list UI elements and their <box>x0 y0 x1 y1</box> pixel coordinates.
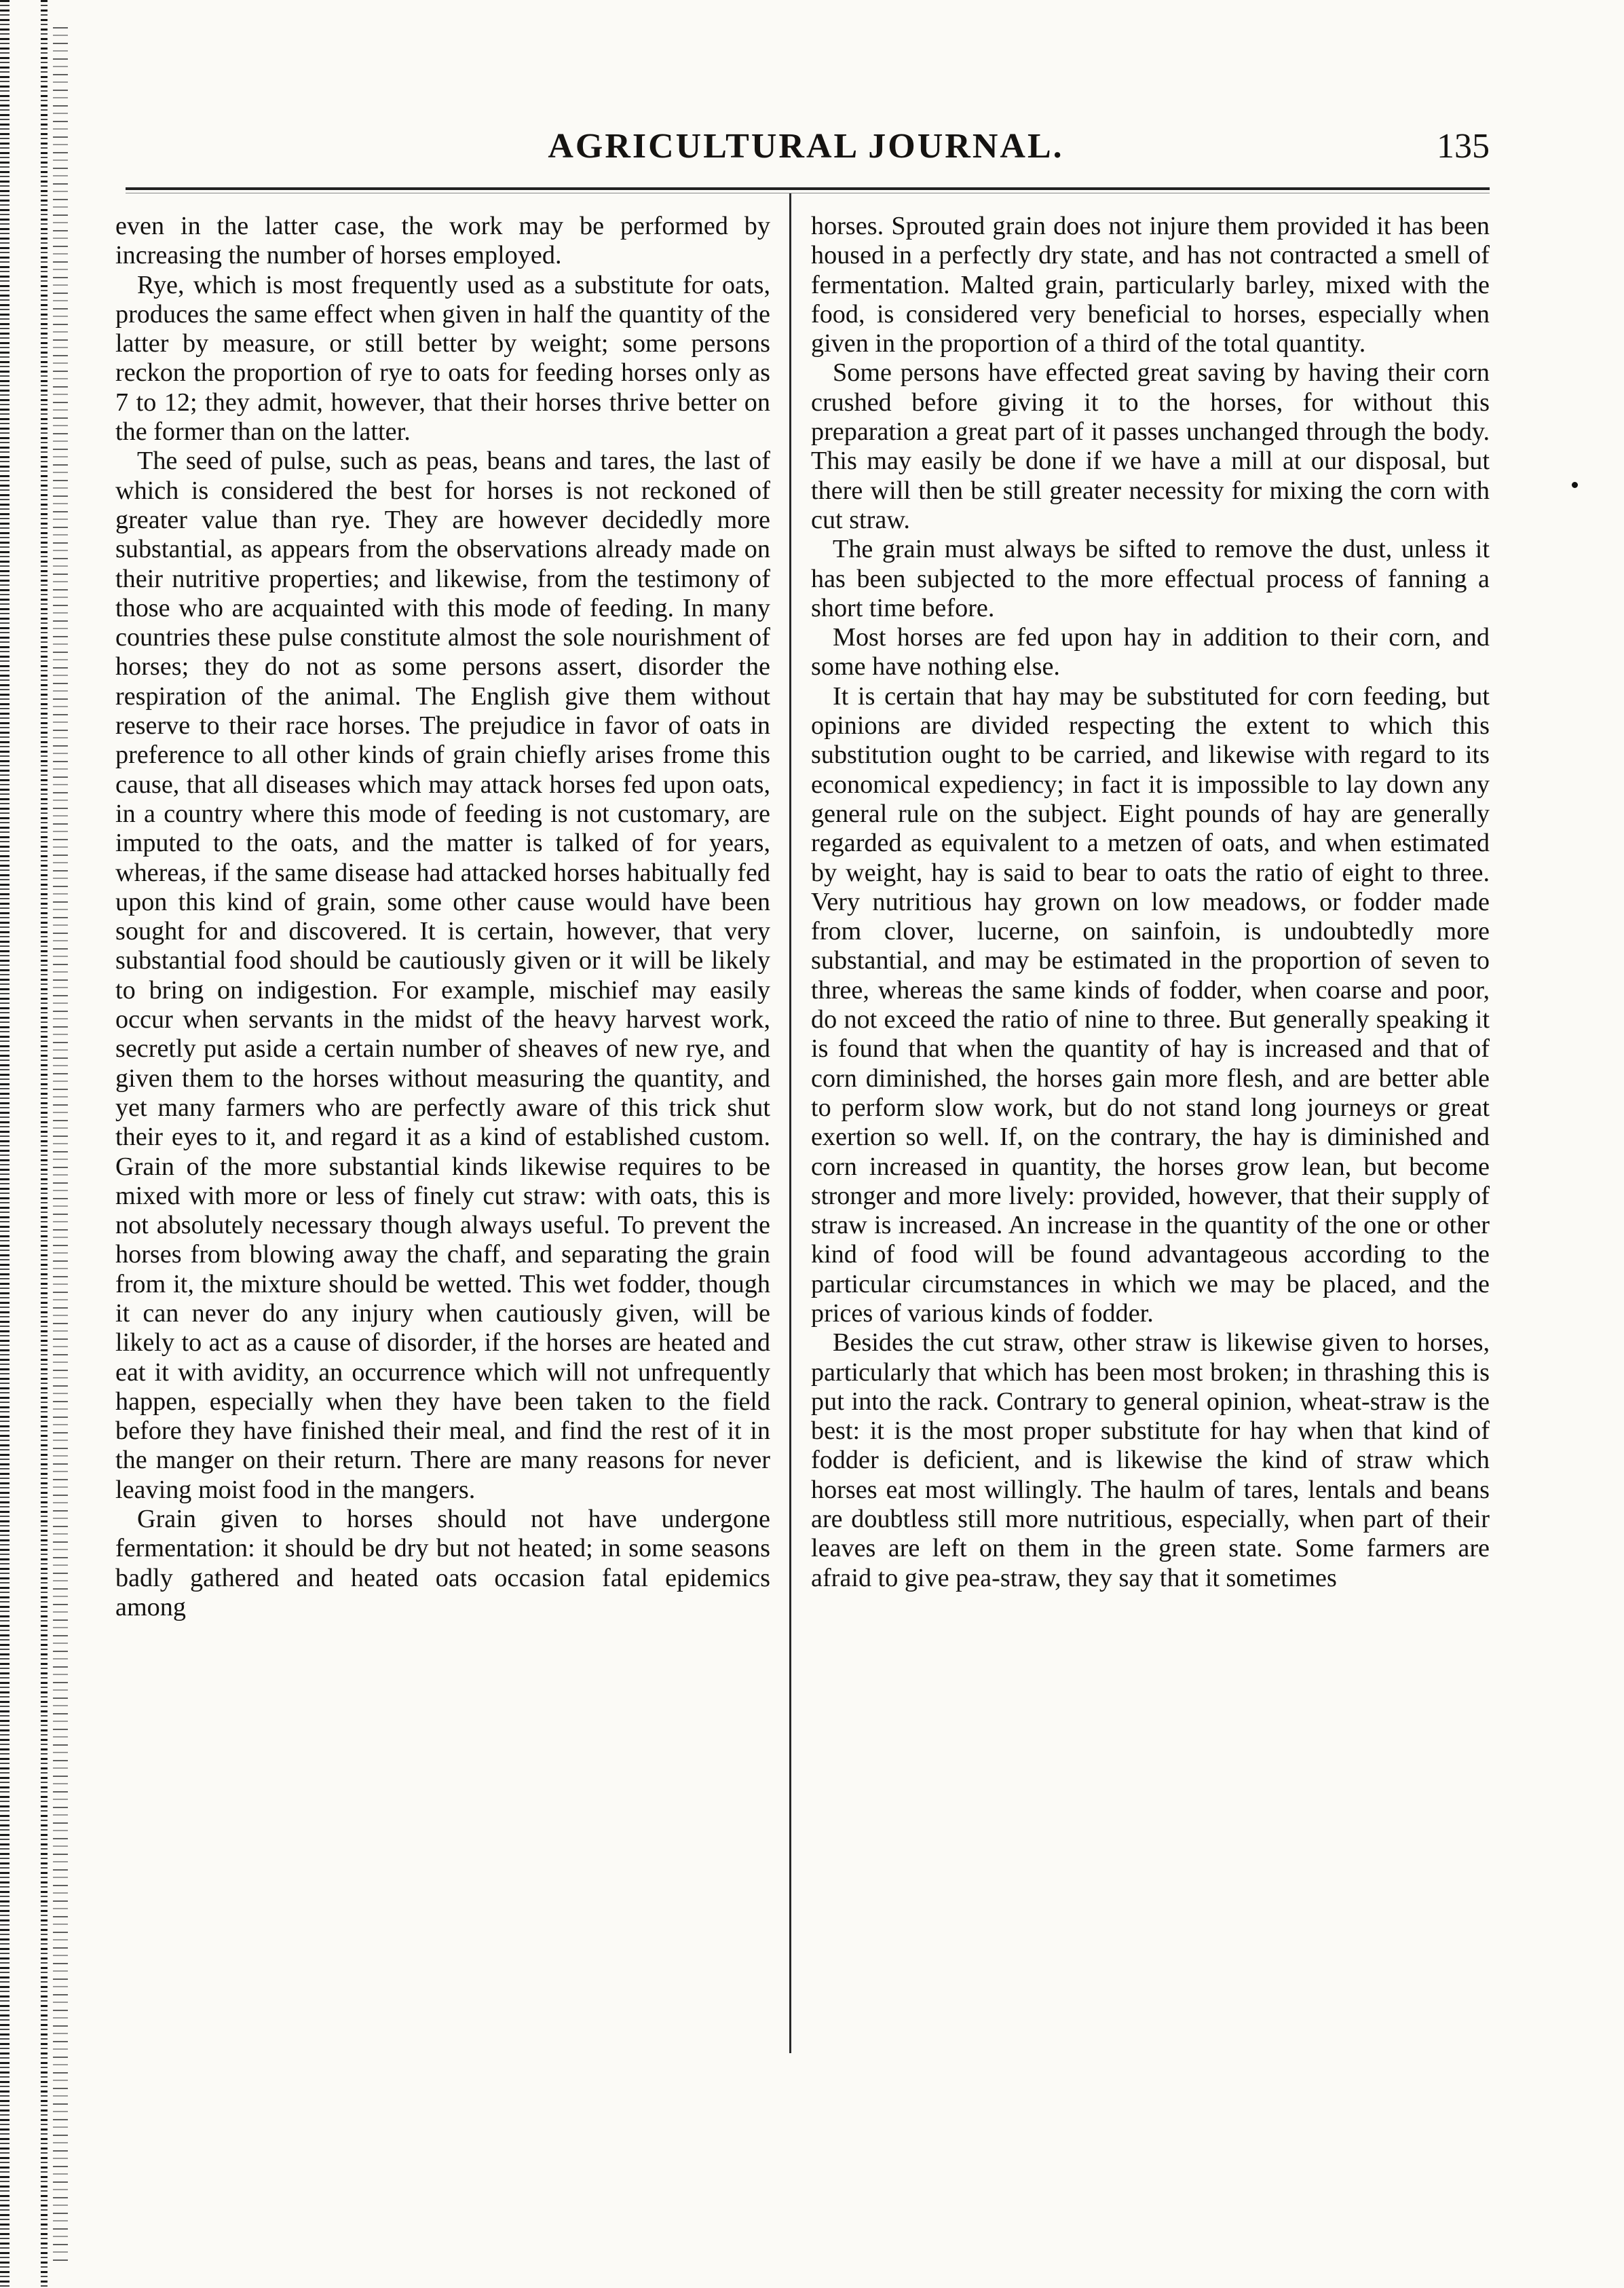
paragraph: Some persons have effected great saving by having their corn crushed before giving it to the horses, for without this preparation a great part of it passes unchanged through the body. This may easily be done if we have a mill at our disposal, but there will then be still greater necessity for mixing the corn with cut straw. <box>811 358 1490 534</box>
left-column <box>115 212 770 1622</box>
right-column <box>811 212 1490 1593</box>
paragraph: It is certain that hay may be substituted for corn feeding, but opinions are divided respecting the extent to which this substitution ought to be carried, and likewise with regard to its economical expediency; in fact it is impossible to lay down any general rule on the subject. Eight pounds of hay are generally regarded as equivalent to a metzen of oats, and when estimated by weight, hay is said to bear to oats the ratio of eight to three. Very nutritious hay grown on low meadows, or fodder made from clover, lucerne, on sainfoin, is undoubtedly more substantial, and may be estimated in the proportion of seven to three, whereas the same kinds of fodder, when coarse and poor, do not exceed the ratio of nine to three. But generally speaking it is found that when the quantity of hay is increased and that of corn diminished, the horses gain more flesh, and are better able to perform slow work, but do not stand long journeys or great exertion so well. If, on the contrary, the hay is diminished and corn increased in quantity, the horses grow lean, but become stronger and more lively: provided, however, that their supply of straw is increased. An increase in the quantity of the one or other kind of food will be found advantageous according to the particular circumstances in which we may be placed, and the prices of various kinds of fodder. <box>811 681 1490 1328</box>
paragraph: even in the latter case, the work may be performed by increasing the number of horses employed. <box>115 212 770 270</box>
page-header <box>122 126 1490 181</box>
binding-edge <box>0 0 95 2288</box>
column-divider <box>789 193 791 2053</box>
page-number: 135 <box>1437 127 1490 166</box>
paragraph: Most horses are fed upon hay in addition to their corn, and some have nothing else. <box>811 623 1490 681</box>
binding-edge-texture <box>53 27 68 2267</box>
paragraph: The grain must always be sifted to remove the dust, unless it has been subjected to the more effectual process of fanning a short time before. <box>811 535 1490 622</box>
header-rule <box>126 187 1490 190</box>
paragraph: Besides the cut straw, other straw is likewise given to horses, particularly that which has been most broken; in thrashing this is put into the rack. Contrary to general opinion, wheat-straw is the best: it is the most proper substitute for hay when that kind of fodder is deficient, and is likewise the kind of straw which horses eat most willingly. The haulm of tares, lentals and beans are doubtless still more nutritious, especially, when part of their leaves are left on them in the green state. Some farmers are afraid to give pea-straw, they say that it sometimes <box>811 1328 1490 1592</box>
paragraph: Grain given to horses should not have undergone fermentation: it should be dry but not heated; in some seasons badly gathered and heated oats occasion fatal epidemics among <box>115 1505 770 1621</box>
paragraph: horses. Sprouted grain does not injure them provided it has been housed in a perfectly dry state, and has not contracted a smell of fermentation. Malted grain, particularly barley, mixed with the food, is considered very beneficial to horses, especially when given in the proportion of a third of the total quantity. <box>811 212 1490 358</box>
paragraph: Rye, which is most frequently used as a substitute for oats, produces the same effect when given in half the quantity of the latter by measure, or still better by weight; some persons reckon the proportion of rye to oats for feeding horses only as 7 to 12; they admit, however, that their horses thrive better on the former than on the latter. <box>115 270 770 447</box>
running-title: AGRICULTURAL JOURNAL. <box>548 127 1064 166</box>
ink-spot <box>1572 482 1578 488</box>
paragraph: The seed of pulse, such as peas, beans and tares, the last of which is considered the best for horses is not reckoned of greater value than rye. They are however decidedly more substantial, as appears from the observations already made on their nutritive properties; and likewise, from the testimony of those who are acquainted with this mode of feeding. In many countries these pulse constitute almost the sole nourishment of horses; they do not as some persons assert, disorder the respiration of the animal. The English give them without reserve to their race horses. The prejudice in favor of oats in preference to all other kinds of grain chiefly arises frome this cause, that all diseases which may attack horses fed upon oats, in a country where this mode of feeding is not customary, are imputed to the oats, and the matter is talked of for years, whereas, if the same disease had attacked horses habitually fed upon this kind of grain, some other cause would have been sought for and discovered. It is certain, however, that very substantial food should be cautiously given or it will be likely to bring on indigestion. For example, mischief may easily occur when servants in the midst of the heavy harvest work, secretly put aside a certain number of sheaves of new rye, and given them to the horses without measuring the quantity, and yet many farmers who are perfectly aware of this trick shut their eyes to it, and regard it as a kind of established custom. Grain of the more substantial kinds likewise requires to be mixed with more or less of finely cut straw: with oats, this is not absolutely necessary though always useful. To prevent the horses from blowing away the chaff, and separating the grain from it, the mixture should be wetted. This wet fodder, though it can never do any injury when cautiously given, will be likely to act as a cause of disorder, if the horses are heated and eat it with avidity, an occurrence which will not unfrequently happen, especially when they have been taken to the field before they have finished their meal, and find the rest of it in the manger on their return. There are many reasons for never leaving moist food in the mangers. <box>115 447 770 1504</box>
